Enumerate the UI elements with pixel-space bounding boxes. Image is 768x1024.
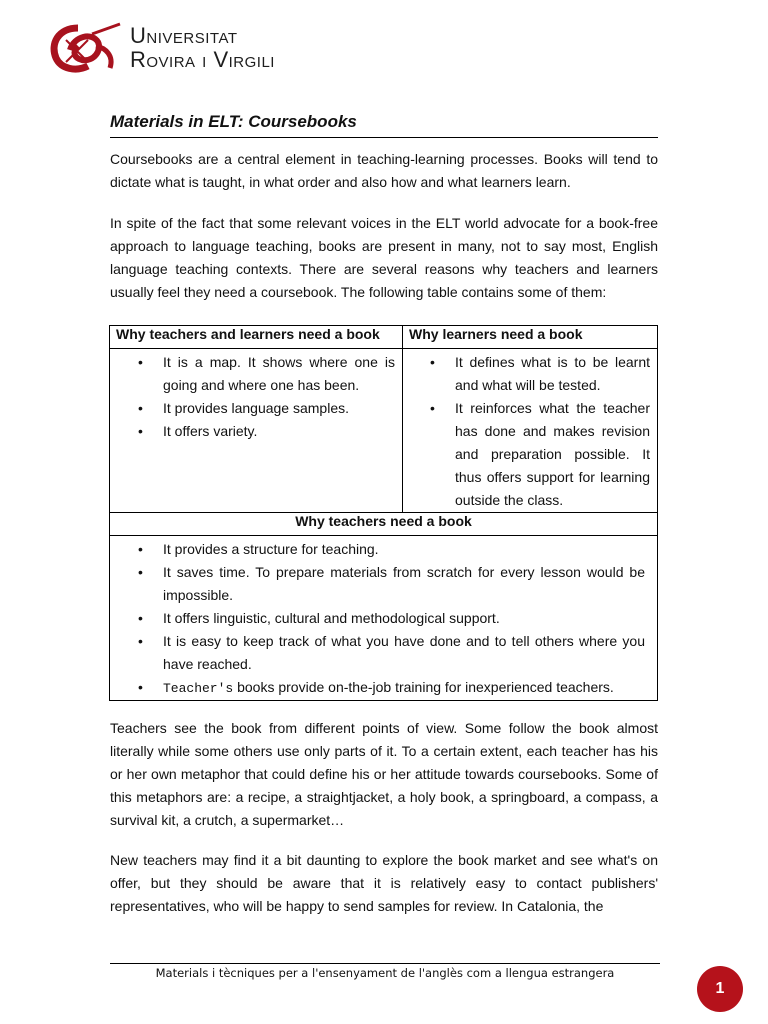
list-item: • It reinforces what the teacher has done and makes revision and preparation possible. It thus offers support for learning outside the class. xyxy=(455,397,650,512)
footer-course-title: Materials i tècniques per a l'ensenyament de l'anglès com a llengua estrangera xyxy=(155,966,615,980)
table-cell-learners xyxy=(403,349,658,513)
list-item: • It provides a structure for teaching. xyxy=(163,538,645,561)
list-item: • It is a map. It shows where one is going and where one has been. xyxy=(163,351,395,397)
page-number-badge: 1 xyxy=(697,966,743,1012)
paragraph-new-teachers: New teachers may find it a bit daunting to explore the book market and see what's on offer, but they should be aware that it is relatively easy to contact publishers' representatives, who will be happy to send samples for review. In Catalonia, the xyxy=(110,852,658,914)
paragraph-intro: Coursebooks are a central element in teaching-learning processes. Books will tend to dictate what is taught, in what order and also how and what learners learn. xyxy=(110,151,658,190)
university-name-line1: Universitat xyxy=(130,23,238,48)
list-item: • It offers variety. xyxy=(163,420,395,443)
list-item: • It defines what is to be learnt and what will be tested. xyxy=(455,351,650,397)
urv-logo-icon xyxy=(48,22,124,74)
list-item xyxy=(163,676,645,700)
list-item: • It saves time. To prepare materials from scratch for every lesson would be impossible. xyxy=(163,561,645,607)
table-cell-teachers-learners xyxy=(110,349,403,513)
paragraph-metaphors: Teachers see the book from different points of view. Some follow the book almost literally while some others use only parts of it. To a certain extent, each teacher has his or her own metaphor that could define his or her attitude towards coursebooks. Some of this metaphors are: a recipe, a straightjacket, a holy book, a springboard, a compass, a survival kit, a crutch, a supermarket… xyxy=(110,720,658,828)
table-cell-teachers xyxy=(110,536,658,701)
page-title: Materials in ELT: Coursebooks xyxy=(110,112,658,138)
footer-divider xyxy=(110,963,660,964)
reasons-table xyxy=(109,325,658,701)
list-item: • It is easy to keep track of what you have done and to tell others where you have reached. xyxy=(163,630,645,676)
university-name xyxy=(130,24,275,72)
list-item: • It offers linguistic, cultural and methodological support. xyxy=(163,607,645,630)
table-header-teachers-learners: Why teachers and learners need a book xyxy=(110,326,403,349)
paragraph-reasons: In spite of the fact that some relevant voices in the ELT world advocate for a book-free approach to language teaching, books are present in many, not to say most, English language teaching contexts. There are several reasons why teachers and learners usually feel they need a coursebook. The following table contains some of them: xyxy=(110,215,658,300)
list-item-text: books provide on-the-job training for inexperienced teachers. xyxy=(233,679,614,695)
university-logo xyxy=(48,22,275,74)
table-header-learners: Why learners need a book xyxy=(403,326,658,349)
university-name-line2: Rovira i Virgili xyxy=(130,47,275,72)
list-item: • It provides language samples. xyxy=(163,397,395,420)
list-item-lead-word: Teacher's xyxy=(163,681,234,696)
table-header-teachers: Why teachers need a book xyxy=(110,513,658,536)
